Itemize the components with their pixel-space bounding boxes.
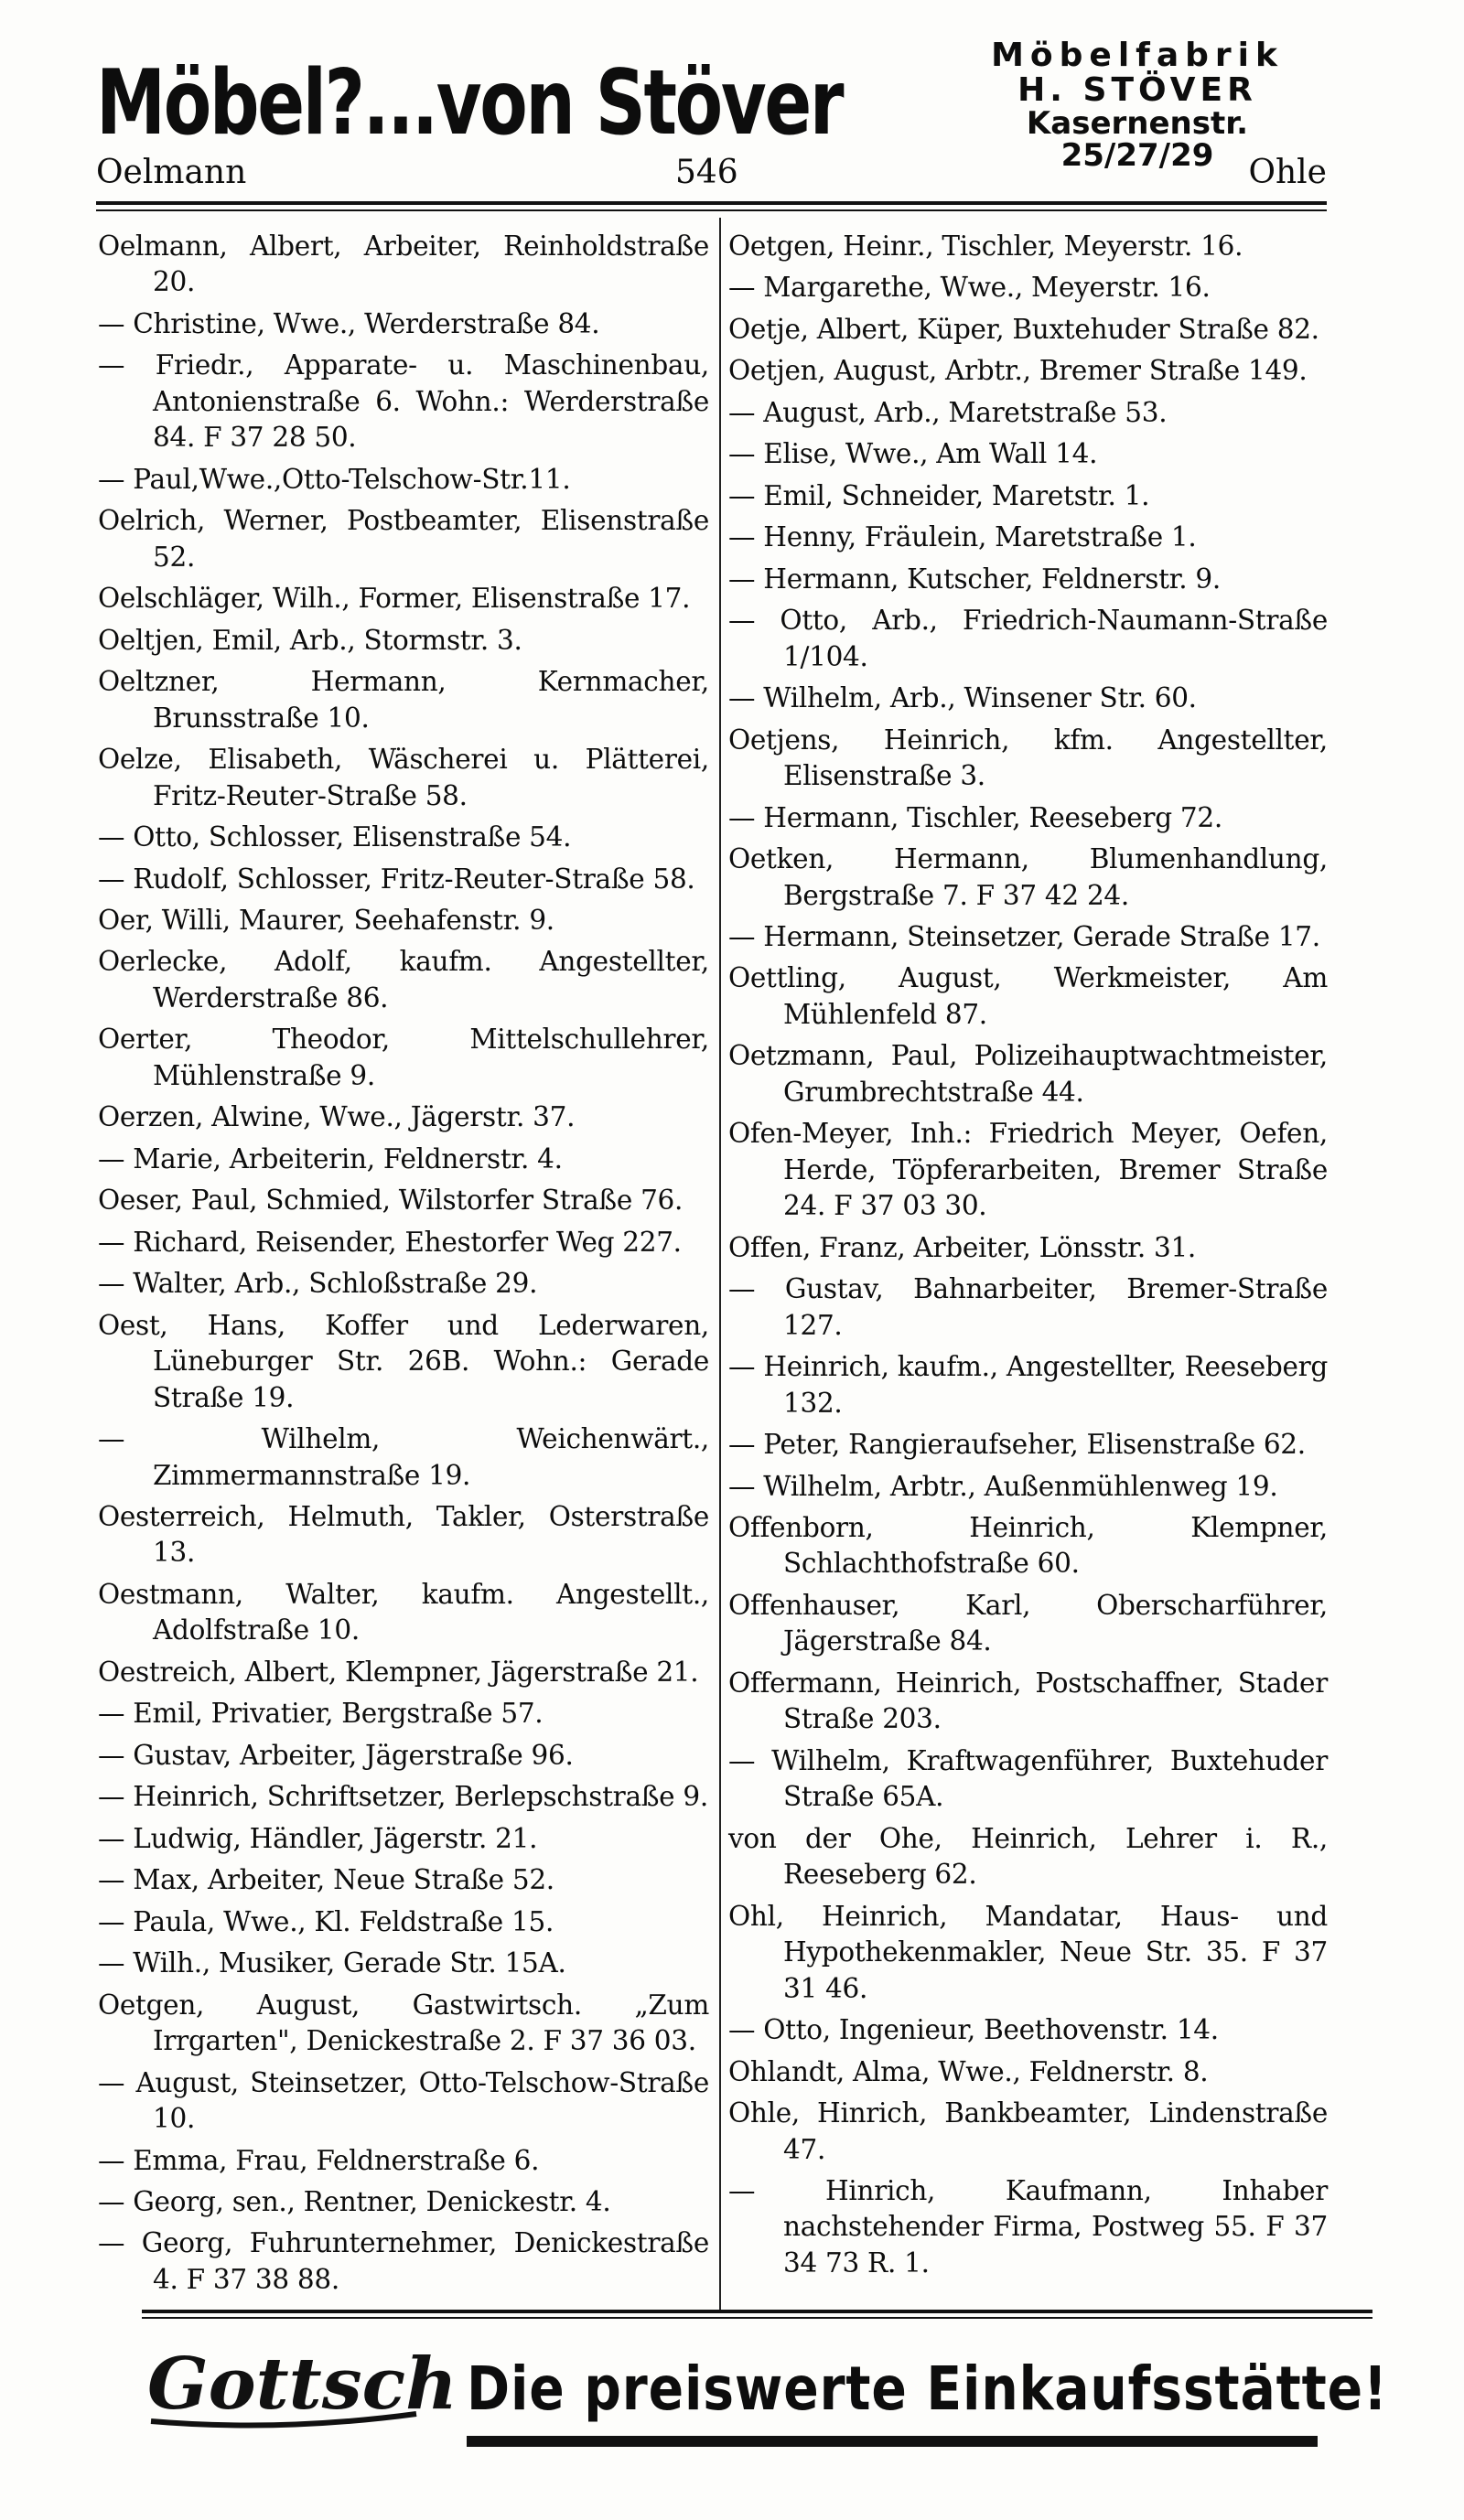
column-divider — [719, 218, 721, 2310]
ad-company-line1: Möbelfabrik — [991, 37, 1284, 74]
directory-entry: Oeltjen, Emil, Arb., Stormstr. 3. — [98, 624, 522, 656]
directory-entry: Oerlecke, Adolf, kaufm. Angestellter, Werderstraße 86. — [98, 946, 709, 1013]
directory-entry: — Elise, Wwe., Am Wall 14. — [728, 438, 1098, 470]
directory-entry: Oetgen, Heinr., Tischler, Meyerstr. 16. — [728, 231, 1243, 262]
ad-company-line2: H. STÖVER — [1017, 70, 1257, 109]
directory-entry: Oelmann, Albert, Arbeiter, Reinholdstraße 20. — [98, 231, 709, 298]
directory-entry: Oetjens, Heinrich, kfm. Angestellter, Elisenstraße 3. — [728, 724, 1328, 792]
directory-entry: — Emma, Frau, Feldnerstraße 6. — [98, 2144, 540, 2176]
header-rule-thin — [96, 209, 1327, 211]
directory-entry: — Richard, Reisender, Ehestorfer Weg 227. — [98, 1226, 682, 1258]
directory-entry: — Heinrich, Schriftsetzer, Berlepschstraße 9. — [98, 1781, 708, 1813]
directory-entry: Ofen-Meyer, Inh.: Friedrich Meyer, Oefen, Herde, Töpferarbeiten, Bremer Straße 24. F 37 03 30. — [728, 1118, 1328, 1222]
directory-entry: — Wilhelm, Kraftwagenführer, Buxtehuder Straße 65A. — [728, 1744, 1328, 1813]
bottom-ad-slogan: Die preiswerte Einkaufsstätte! — [467, 2354, 1388, 2424]
directory-entry: Oetjen, August, Arbtr., Bremer Straße 149. — [728, 355, 1308, 387]
directory-entry: Oelschläger, Wilh., Former, Elisenstraße 17. — [98, 583, 691, 615]
left-column — [98, 229, 709, 2303]
directory-entry: — Hermann, Kutscher, Feldnerstr. 9. — [728, 563, 1221, 595]
directory-entry: Oelrich, Werner, Postbeamter, Elisenstraße 52. — [98, 505, 709, 573]
directory-entry: Oer, Willi, Maurer, Seehafenstr. 9. — [98, 904, 554, 936]
directory-entry: — Christine, Wwe., Werderstraße 84. — [98, 307, 600, 339]
directory-entry: — Gustav, Arbeiter, Jägerstraße 96. — [98, 1739, 574, 1771]
directory-entry: — Peter, Rangieraufseher, Elisenstraße 62. — [728, 1429, 1306, 1461]
directory-entry: Offenhauser, Karl, Oberscharführer, Jägerstraße 84. — [728, 1589, 1328, 1657]
directory-entry: Oetzmann, Paul, Polizeihauptwachtmeister, Grumbrechtstraße 44. — [728, 1040, 1328, 1108]
logo-text: Gottsch — [147, 2343, 458, 2426]
right-column — [728, 229, 1328, 2287]
directory-entry: — Georg, sen., Rentner, Denickestr. 4. — [98, 2185, 611, 2217]
directory-entry: — Paul,Wwe.,Otto-Telschow-Str.11. — [98, 463, 571, 495]
directory-entry: — Wilh., Musiker, Gerade Str. 15A. — [98, 1947, 566, 1979]
directory-entry: — Georg, Fuhrunternehmer, Denickestraße 4. F 37 38 88. — [98, 2227, 709, 2295]
directory-entry: — Walter, Arb., Schloßstraße 29. — [98, 1268, 538, 1300]
directory-entry: — Rudolf, Schlosser, Fritz-Reuter-Straße 58. — [98, 863, 695, 895]
running-header — [96, 154, 1327, 199]
ad-company-address: Kasernenstr. 25/27/29 — [1026, 104, 1249, 175]
directory-entry: Oestreich, Albert, Klempner, Jägerstraße 21. — [98, 1656, 699, 1688]
directory-entry: — Otto, Schlosser, Elisenstraße 54. — [98, 821, 572, 853]
directory-entry: — Paula, Wwe., Kl. Feldstraße 15. — [98, 1905, 554, 1937]
directory-entry: — Emil, Schneider, Maretstr. 1. — [728, 479, 1150, 511]
header-first-entry: Oelmann — [96, 154, 247, 191]
directory-entry: — Emil, Privatier, Bergstraße 57. — [98, 1698, 544, 1730]
directory-entry: — Hinrich, Kaufmann, Inhaber nachstehender Firma, Postweg 55. F 37 34 73 R. 1. — [728, 2174, 1328, 2279]
directory-entry: Oestmann, Walter, kaufm. Angestellt., Adolfstraße 10. — [98, 1578, 709, 1646]
directory-entry: — Otto, Arb., Friedrich-Naumann-Straße 1/104. — [728, 605, 1328, 672]
directory-entry: — Max, Arbeiter, Neue Straße 52. — [98, 1864, 554, 1896]
header-last-entry: Ohle — [1248, 154, 1327, 191]
directory-entry: Oerter, Theodor, Mittelschullehrer, Mühlenstraße 9. — [98, 1024, 709, 1091]
directory-entry: — Otto, Ingenieur, Beethovenstr. 14. — [728, 2014, 1219, 2046]
directory-entry: Offermann, Heinrich, Postschaffner, Stader Straße 203. — [728, 1667, 1328, 1735]
directory-entry: Oesterreich, Helmuth, Takler, Osterstraße 13. — [98, 1501, 709, 1569]
directory-entry: Oeser, Paul, Schmied, Wilstorfer Straße 76. — [98, 1185, 684, 1217]
directory-entry: — Wilhelm, Weichenwärt., Zimmermannstraße 19. — [98, 1423, 709, 1491]
directory-entry: — August, Arb., Maretstraße 53. — [728, 396, 1168, 428]
directory-entry: von der Ohe, Heinrich, Lehrer i. R., Reeseberg 62. — [728, 1822, 1328, 1891]
directory-entry: Oetken, Hermann, Blumenhandlung, Bergstraße 7. F 37 42 24. — [728, 843, 1328, 911]
directory-entry: Oest, Hans, Koffer und Lederwaren, Lüneburger Str. 26B. Wohn.: Gerade Straße 19. — [98, 1309, 709, 1413]
directory-entry: Offenborn, Heinrich, Klempner, Schlachthofstraße 60. — [728, 1512, 1328, 1580]
ad-slogan: Möbel?...von Stöver — [96, 51, 843, 155]
directory-entry: Oeltzner, Hermann, Kernmacher, Brunsstraße 10. — [98, 666, 709, 734]
directory-entry: — Wilhelm, Arbtr., Außenmühlenweg 19. — [728, 1470, 1278, 1502]
directory-entry: — Hermann, Tischler, Reeseberg 72. — [728, 801, 1222, 833]
directory-entry: — Margarethe, Wwe., Meyerstr. 16. — [728, 272, 1211, 304]
directory-entry: — Friedr., Apparate- u. Maschinenbau, Antonienstraße 6. Wohn.: Werderstraße 84. F 37 28 50. — [98, 349, 709, 454]
ad-top-rule-thin — [142, 2317, 1372, 2319]
directory-entry: — Marie, Arbeiterin, Feldnerstr. 4. — [98, 1142, 563, 1174]
directory-entry: Oerzen, Alwine, Wwe., Jägerstr. 37. — [98, 1101, 576, 1133]
ad-company-block — [954, 38, 1320, 173]
directory-entry: Ohle, Hinrich, Bankbeamter, Lindenstraße 47. — [728, 2097, 1328, 2165]
ad-top-rule — [142, 2310, 1372, 2313]
header-rule — [96, 201, 1327, 205]
directory-entry: — August, Steinsetzer, Otto-Telschow-Straße 10. — [98, 2066, 709, 2135]
directory-entry: Ohl, Heinrich, Mandatar, Haus- und Hypothekenmakler, Neue Str. 35. F 37 31 46. — [728, 1900, 1328, 2004]
directory-entry: Oelze, Elisabeth, Wäscherei u. Plätterei, Fritz-Reuter-Straße 58. — [98, 744, 709, 811]
directory-entry: Offen, Franz, Arbeiter, Lönsstr. 31. — [728, 1231, 1197, 1263]
directory-entry: — Gustav, Bahnarbeiter, Bremer-Straße 127. — [728, 1273, 1328, 1341]
directory-entry: Oettling, August, Werkmeister, Am Mühlenfeld 87. — [728, 962, 1328, 1030]
gottsch-logo — [142, 2333, 458, 2434]
page-number: 546 — [675, 154, 738, 191]
directory-entry: — Henny, Fräulein, Maretstraße 1. — [728, 521, 1197, 553]
directory-entry: Ohlandt, Alma, Wwe., Feldnerstr. 8. — [728, 2055, 1209, 2087]
directory-entry: Oetje, Albert, Küper, Buxtehuder Straße 82. — [728, 313, 1319, 345]
directory-entry: Oetgen, August, Gastwirtsch. „Zum Irrgarten", Denickestraße 2. F 37 36 03. — [98, 1989, 709, 2057]
directory-entry: — Ludwig, Händler, Jägerstr. 21. — [98, 1822, 538, 1854]
directory-entry: — Wilhelm, Arb., Winsener Str. 60. — [728, 682, 1197, 714]
bottom-advertisement — [142, 2310, 1388, 2465]
slogan-underline — [467, 2436, 1318, 2447]
directory-entry: — Heinrich, kaufm., Angestellter, Reeseberg 132. — [728, 1351, 1328, 1419]
directory-entry: — Hermann, Steinsetzer, Gerade Straße 17. — [728, 920, 1320, 952]
